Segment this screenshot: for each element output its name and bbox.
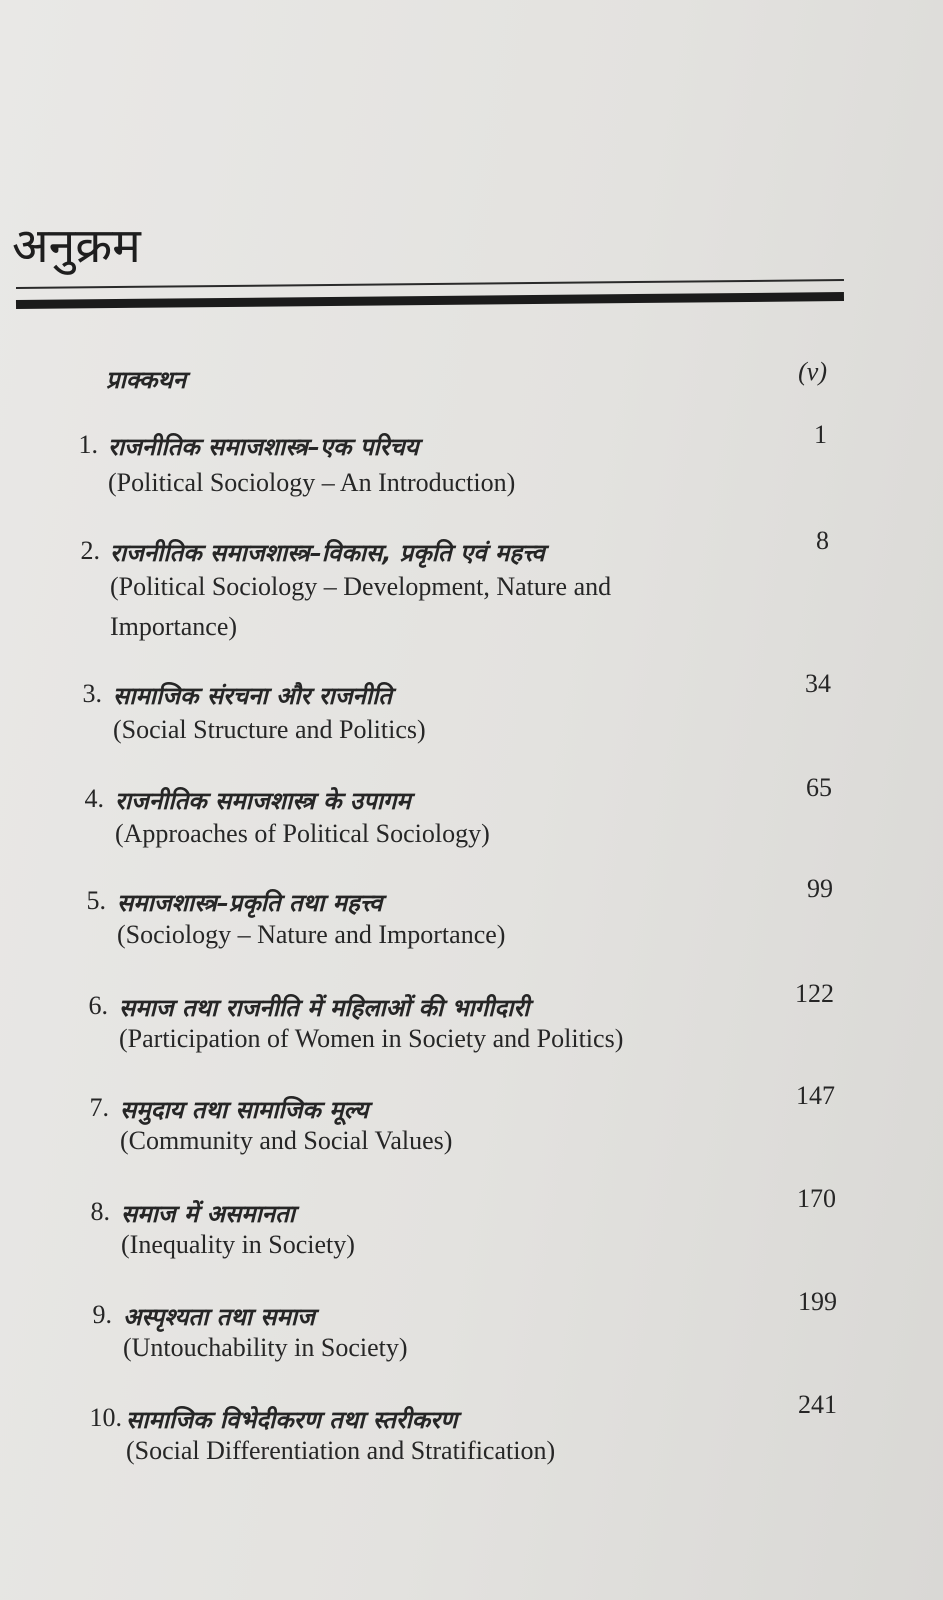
chapter-title-english: (Social Differentiation and Stratification) [126,1436,556,1465]
chapter-number: 7. [89,1093,109,1122]
chapter-title-hindi: समुदाय तथा सामाजिक मूल्य [120,1096,369,1124]
chapter-page-number: 122 [795,979,834,1008]
chapter-number: 8. [90,1197,110,1226]
chapter-title-hindi: समाजशास्त्र–प्रकृति तथा महत्त्व [117,889,383,917]
chapter-number: 2. [80,536,100,565]
chapter-number: 4. [84,784,104,813]
chapter-title-hindi: राजनीतिक समाजशास्त्र–विकास, प्रकृति एवं महत्त्व [110,539,545,567]
chapter-title-hindi: सामाजिक विभेदीकरण तथा स्तरीकरण [126,1406,458,1434]
chapter-page-number: 8 [816,526,829,555]
chapter-page-number: 241 [798,1390,837,1419]
page-title: अनुक्रम [12,218,141,274]
chapter-number: 9. [92,1300,112,1329]
chapter-page-number: 170 [797,1184,836,1213]
chapter-title-english: (Untouchability in Society) [123,1333,408,1362]
chapter-number: 1. [78,430,98,459]
chapter-title-english: (Inequality in Society) [121,1230,355,1259]
chapter-page-number: 1 [814,420,827,449]
chapter-title-hindi: सामाजिक संरचना और राजनीति [113,682,392,710]
chapter-title-hindi: अस्पृश्यता तथा समाज [123,1303,315,1331]
chapter-title-hindi: राजनीतिक समाजशास्त्र के उपागम [115,787,411,815]
chapter-page-number: 65 [806,773,832,802]
chapter-title-english: (Social Structure and Politics) [113,715,426,744]
chapter-number: 6. [88,991,108,1020]
chapter-title-hindi: समाज तथा राजनीति में महिलाओं की भागीदारी [119,994,530,1022]
chapter-title-english: (Political Sociology – An Introduction) [108,468,516,497]
chapter-page-number: 147 [796,1081,835,1110]
chapter-number: 5. [86,886,106,915]
chapter-title-english: (Political Sociology – Development, Nature and Importance) [110,572,612,641]
preface-title: प्राक्कथन [106,366,187,394]
chapter-number: 10. [89,1403,122,1432]
chapter-title-hindi: राजनीतिक समाजशास्त्र–एक परिचय [108,433,419,461]
chapter-title-english: (Community and Social Values) [120,1126,453,1155]
chapter-page-number: 34 [805,669,831,698]
chapter-page-number: 99 [807,874,833,903]
chapter-page-number: 199 [798,1287,837,1316]
chapter-title-english: (Participation of Women in Society and Politics) [119,1024,624,1053]
chapter-title-hindi: समाज में असमानता [121,1200,296,1228]
chapter-number: 3. [82,679,102,708]
preface-page-number: (v) [798,357,827,386]
chapter-title-english: (Approaches of Political Sociology) [115,819,490,848]
chapter-title-english: (Sociology – Nature and Importance) [117,920,506,949]
